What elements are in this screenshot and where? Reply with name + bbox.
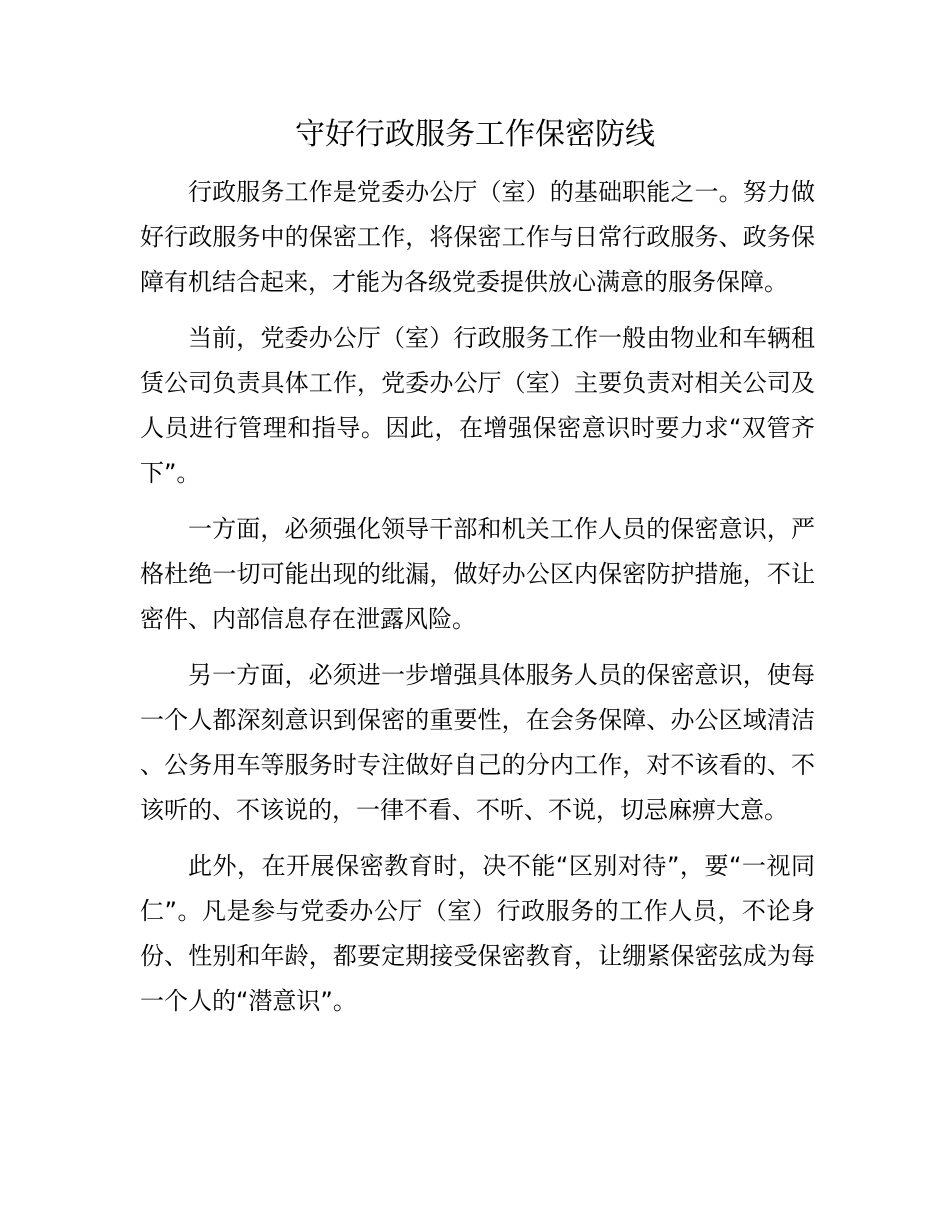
paragraph-4: 另一方面，必须进一步增强具体服务人员的保密意识，使每一个人都深刻意识到保密的重要性，在会务保障、办公区域清洁、公务用车等服务时专注做好自己的分内工作，对不该看的、不该听的、不该说的，一律不看、不听、不说，切忌麻痹大意。 bbox=[140, 661, 815, 824]
paragraph-1: 行政服务工作是党委办公厅（室）的基础职能之一。努力做好行政服务中的保密工作，将保密工作与日常行政服务、政务保障有机结合起来，才能为各级党委提供放心满意的服务保障。 bbox=[140, 178, 815, 296]
document-body bbox=[140, 170, 815, 1035]
paragraph-5: 此外，在开展保密教育时，决不能“区别对待”，要“一视同仁”。凡是参与党委办公厅（室）行政服务的工作人员，不论身份、性别和年龄，都要定期接受保密教育，让绷紧保密弦成为每一个人的“潜意识”。 bbox=[140, 852, 815, 1015]
paragraph-2: 当前，党委办公厅（室）行政服务工作一般由物业和车辆租赁公司负责具体工作，党委办公厅（室）主要负责对相关公司及人员进行管理和指导。因此，在增强保密意识时要力求“双管齐下”。 bbox=[140, 324, 815, 487]
document-title: 守好行政服务工作保密防线 bbox=[295, 117, 655, 152]
paragraph-3: 一方面，必须强化领导干部和机关工作人员的保密意识，严格杜绝一切可能出现的纰漏，做好办公区内保密防护措施，不让密件、内部信息存在泄露风险。 bbox=[140, 515, 815, 633]
